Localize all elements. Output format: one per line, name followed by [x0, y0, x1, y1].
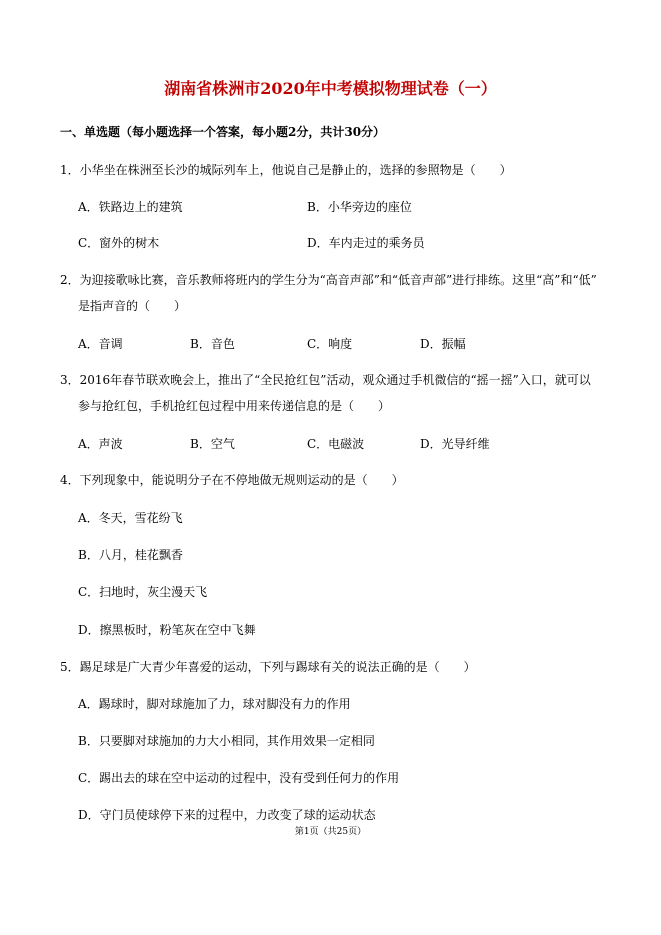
- question-3-option-d: D．光导纤维: [420, 437, 490, 451]
- question-3-stem: 3．2016年春节联欢晚会上，推出了“全民抢红包”活动，观众通过手机微信的“摇一摇”入口，就可以: [60, 373, 591, 387]
- question-1-option-d: D．车内走过的乘务员: [307, 236, 425, 250]
- question-5-stem: 5．踢足球是广大青少年喜爱的运动，下列与踢球有关的说法正确的是（ ）: [60, 660, 476, 674]
- question-3-option-b: B．空气: [190, 437, 235, 451]
- question-1-option-a: A．铁路边上的建筑: [78, 200, 183, 214]
- question-4-option-b: B．八月，桂花飘香: [78, 548, 183, 562]
- question-1-option-c: C．窗外的树木: [78, 236, 160, 250]
- question-2-option-c: C．响度: [307, 337, 353, 351]
- question-5-option-b: B．只要脚对球施加的力大小相同，其作用效果一定相同: [78, 734, 375, 748]
- question-2-stem-cont: 是指声音的（ ）: [78, 299, 187, 313]
- question-4-option-c: C．扫地时，灰尘漫天飞: [78, 585, 208, 599]
- question-4-option-a: A．冬天，雪花纷飞: [78, 511, 183, 525]
- question-5-option-c: C．踢出去的球在空中运动的过程中，没有受到任何力的作用: [78, 771, 400, 785]
- question-5-option-a: A．踢球时，脚对球施加了力，球对脚没有力的作用: [78, 697, 351, 711]
- question-2-option-d: D．振幅: [420, 337, 466, 351]
- question-2-option-b: B．音色: [190, 337, 235, 351]
- section-heading: 一、单选题（每小题选择一个答案，每小题2分，共计30分）: [60, 125, 386, 139]
- question-3-option-c: C．电磁波: [307, 437, 365, 451]
- question-2-stem: 2．为迎接歌咏比赛，音乐教师将班内的学生分为“高音声部”和“低音声部”进行排练。这里“高”和“低”: [60, 273, 597, 287]
- question-1-option-b: B．小华旁边的座位: [307, 200, 412, 214]
- question-5-option-d: D．守门员使球停下来的过程中，力改变了球的运动状态: [78, 808, 376, 822]
- question-4-stem: 4．下列现象中，能说明分子在不停地做无规则运动的是（ ）: [60, 473, 404, 487]
- page-footer: 第1页（共25页）: [294, 827, 367, 837]
- exam-title: 湖南省株洲市2020年中考模拟物理试卷（一）: [164, 79, 497, 98]
- question-3-option-a: A．声波: [78, 437, 123, 451]
- question-1-stem: 1．小华坐在株洲至长沙的城际列车上，他说自己是静止的，选择的参照物是（ ）: [60, 163, 512, 177]
- question-4-option-d: D．擦黑板时，粉笔灰在空中飞舞: [78, 623, 256, 637]
- question-2-option-a: A．音调: [78, 337, 123, 351]
- question-3-stem-cont: 参与抢红包，手机抢红包过程中用来传递信息的是（ ）: [78, 399, 391, 413]
